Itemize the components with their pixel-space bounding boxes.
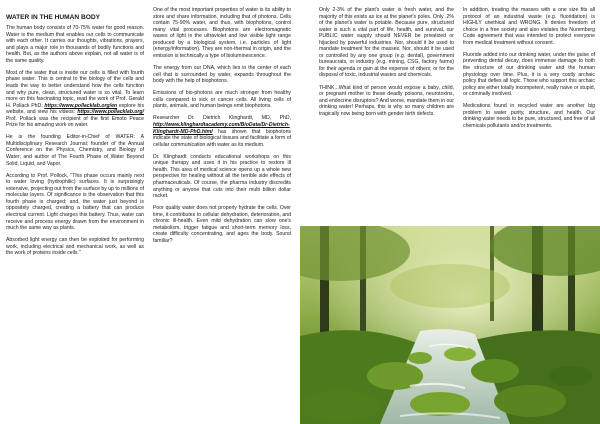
pollacklab-link-2[interactable]: https://www.pollacklab.org/: [77, 109, 144, 116]
col4-paragraph-2: Fluoride added into our drinking water, under the guise of preventing dental decay, does immense damage to both the structure of our drinking water and the human physiology over time. Plus, it is a very costly archaic policy that defies all logic. Those who support this archaic policy are either totally incompetent, really naive or stupid, or criminally involved.: [463, 51, 596, 98]
col1-p2-text: Most of the water that is inside our cells is filled with fourth phase water. This is central to the biology of the cells and leads the way to better understand how the cells function and why pure, clean, structured water is so vital. To learn more on this fascinating topic, read the work of Prof. Gerald H. Pollack PhD,: [6, 69, 144, 109]
col2-paragraph-6: Poor quality water does not properly hydrate the cells. Over time, it contributes to cellular dehydration, deterioration, and chronic ill-health. Even mild dehydration can slow one's metabolism, trigger fatigue and short-term memory loss, create difficulty concentrating, and ages the body. Sound familiar?: [153, 205, 291, 244]
column-4: [463, 7, 595, 135]
col4-paragraph-3: Medications found in recycled water are another big problem to water purity, structure, and health. Our drinking water needs to be pure, structured, and free of all chemicals pollutants and/or treatments.: [463, 103, 595, 129]
forest-stream-photo: [300, 226, 600, 424]
col2-paragraph-2: The energy from our DNA, which lies in the center of each cell that is surrounded by water, expands throughout the body with the help of biophotons.: [153, 64, 291, 85]
col3-paragraph-2: THINK...What kind of person would expose a baby, child, or pregnant mother to these deadly poisons, neurotoxins, and endocrine disruptors? And worse, mandate them in our drinking water! Perhaps, this is why so many children are tragically now being born with gender birth defects.: [319, 84, 454, 117]
klinghardt-link[interactable]: http://www.klinghardtacademy.com/BioData/Dr-Dietrich-Klinghardt-MD-PhD.html: [153, 121, 290, 135]
column-2: [153, 7, 291, 250]
col1-p2-mid: explore his website, and view his videos:: [6, 102, 145, 116]
col1-paragraph-3: He is the founding Editor-in-Chief of WATER: A Multidisciplinary Research Journal; founder of the Annual Conference on the Physics, Chemistry, and Biology of Water; and author of The Fourth Phase of Water Beyond Solid, Liquid, and Vapor.: [6, 134, 144, 167]
col1-paragraph-2: [6, 70, 144, 129]
column-3: [319, 7, 454, 123]
col1-paragraph-1: The human body consists of 70-75% water for good reason. Water is the medium that enables our cells to communicate with each other. It carries our thoughts, vibrations, prayers, and plays a major role in thousands of bodily functions and health. But, as the authors above explain, not all water is of the same quality.: [6, 25, 144, 64]
col3-paragraph-1: Only 2-3% of the plant's water is fresh water, and the majority of this exists as ice at the planet's poles. Only .2% of the planet's water is potable. Because pure, structured water is such a vital part of life, health, and survival, our PUBLIC water supply should NEVER be privatized or hijacked by powerful industries. Nor, should it be used to mandate treatment for the masses. Nor, should it be used or controlled by any one group (e.g. dental), government bureaucrats, or industry (e.g. mining, CSG, factory farms) for their agenda or gain at the expense of others; or for the disposal of toxic, industrial wastes and chemicals.: [319, 7, 454, 79]
pollacklab-link-1[interactable]: https://www.pollacklab.org/en: [44, 102, 118, 109]
col1-paragraph-5: Absorbed light energy can then be exploited for performing work, including electrical and mechanical work, as well as the work of proteins inside cells.": [6, 237, 144, 257]
column-1: [6, 14, 144, 262]
col2-p4-text: Researcher Dr. Dietrich Klinghardt, MD, PhD,: [153, 115, 291, 122]
col2-paragraph-3: Emissions of bio-photons are much stronger from healthy cells compared to sick or cancer cells. All living cells of plants, animals, and human beings emit biophotons.: [153, 90, 291, 110]
forest-stream-illustration: [300, 226, 600, 424]
col2-paragraph-1: One of the most important properties of water is its ability to store and share information, including that of photons. Cells contain 75-90% water, and thus, with biophotons, control many vital processes. Biophotons are electromagnetic waves of light in the ultraviolet and low visible light range produced by a biological system, i.e. particles of light (energy/information). They are non-thermal in origin, and the emission is technically a type of bioluminescence.: [153, 7, 291, 59]
col1-p2-end: Prof. Pollack was the recipient of the first Emoto Peace Prize for his amazing work on water.: [6, 115, 144, 129]
col4-paragraph-1: In addition, treating the masses with a one size fits all protocol of an industrial waste (e.g. fluoridation) is HIGHLY unethical and WRONG. It denies freedom of choice in a free society and also violates the Nuremberg Code agreement that was intended to protect everyone from medical treatment without consent.: [463, 7, 595, 46]
col1-paragraph-4: According to Prof. Pollock, "This phase occurs mainly next to water loving (hydrophilic) surfaces. It is surprisingly extensive, projecting out from the surface by up to millions of molecular layers. Of significance is the observation that this fourth phase is charged; and, the water just beyond is oppositely charged, creating a battery that can produce electrical current. Light charges this battery. Thus, water can receive and process energy drawn from the environment in much the same way as plants.: [6, 172, 145, 232]
article-title: WATER IN THE HUMAN BODY: [6, 14, 101, 21]
col2-paragraph-4: [153, 115, 291, 148]
col2-p4-end: has shown that biophotons indicate the state of biological tissues and facilitate a form of cellular communication with water as its medium.: [153, 128, 291, 148]
col2-paragraph-5: Dr. Klinghardt conducts educational workshops on this unique therapy and uses it in his practice to restore ill health. This area of medical science opens up a whole new perspective for healing without all the terrible side effects of pharmaceuticals. Of course, the pharma industry discredits anything or anyone that cuts into their multi billion dollar racket.: [153, 153, 291, 200]
